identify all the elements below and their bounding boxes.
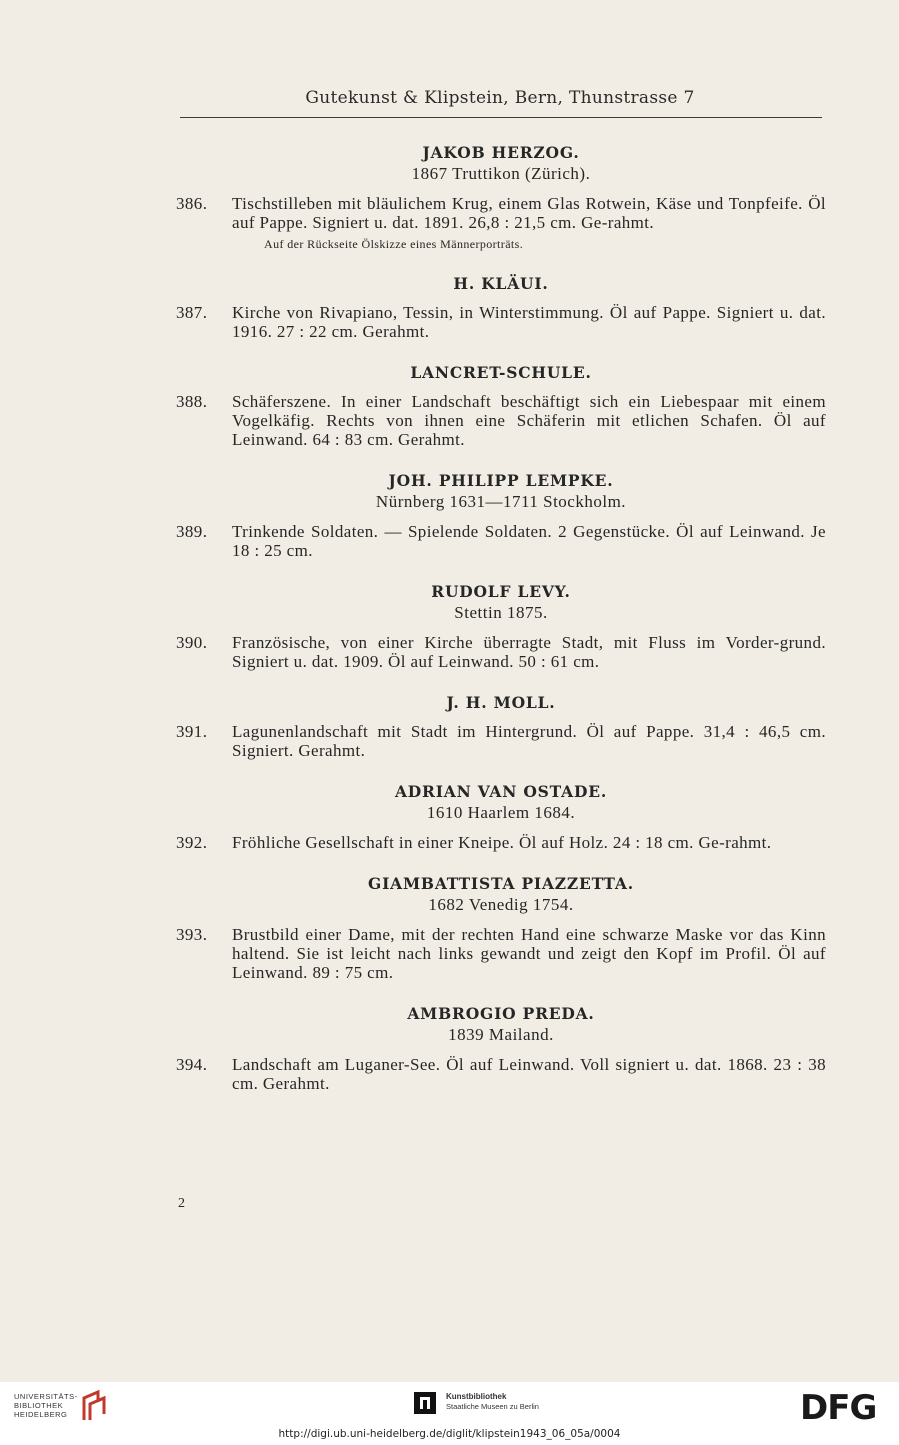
artist-heading	[176, 471, 826, 513]
artist-name: H. KLÄUI.	[453, 274, 549, 293]
artist-name: GIAMBATTISTA PIAZZETTA.	[368, 874, 634, 893]
running-title: Gutekunst & Klipstein, Bern, Thunstrasse 7	[305, 88, 695, 108]
catalogue-section	[176, 363, 826, 449]
artist-name: ADRIAN VAN OSTADE.	[394, 782, 608, 801]
lot-description: Fröhliche Gesellschaft in einer Kneipe. Öl auf Holz. 24 : 18 cm. Ge-rahmt.	[232, 833, 772, 852]
lot-number: 390.	[176, 633, 208, 652]
lot-number: 394.	[176, 1055, 208, 1074]
lot-description: Kirche von Rivapiano, Tessin, in Winterstimmung. Öl auf Pappe. Signiert u. dat. 1916. 27 : 22 cm. Gerahmt.	[232, 303, 826, 341]
page-number: 2	[178, 1196, 185, 1211]
digitization-footer	[0, 1382, 899, 1445]
artist-name: J. H. MOLL.	[446, 693, 556, 712]
lot-number: 392.	[176, 833, 208, 852]
lot-entry	[176, 925, 826, 982]
artist-dates: 1610 Haarlem 1684.	[426, 803, 576, 822]
lot-number: 386.	[176, 194, 208, 213]
lot-number: 388.	[176, 392, 208, 411]
artist-dates: Stettin 1875.	[454, 603, 548, 622]
artist-name: JOH. PHILIPP LEMPKE.	[388, 471, 614, 490]
lot-note: Auf der Rückseite Ölskizze eines Männerporträts.	[264, 237, 524, 251]
catalogue-entries	[176, 143, 826, 1115]
lot-entry	[176, 194, 826, 252]
kunstbibliothek-logo-icon	[414, 1392, 436, 1418]
artist-dates: Nürnberg 1631—1711 Stockholm.	[375, 492, 627, 511]
artist-name: AMBROGIO PREDA.	[407, 1004, 595, 1023]
catalogue-section	[176, 693, 826, 760]
dfg-logo: DFG	[800, 1388, 877, 1428]
catalogue-section	[176, 874, 826, 982]
lot-entry	[176, 722, 826, 760]
lot-entry	[176, 833, 826, 852]
lot-entry	[176, 392, 826, 449]
artist-heading	[176, 274, 826, 294]
lot-description: Trinkende Soldaten. — Spielende Soldaten. 2 Gegenstücke. Öl auf Leinwand. Je 18 : 25 cm.	[232, 522, 826, 560]
artist-heading	[176, 782, 826, 824]
header-rule	[180, 117, 822, 118]
catalogue-section	[176, 274, 826, 341]
lot-entry	[176, 303, 826, 341]
catalogue-section	[176, 1004, 826, 1093]
source-url-link[interactable]: http://digi.ub.uni-heidelberg.de/diglit/klipstein1943_06_05a/0004	[278, 1428, 621, 1440]
university-library-logo-icon	[80, 1390, 108, 1422]
artist-heading	[176, 874, 826, 916]
lot-entry	[176, 522, 826, 560]
lot-entry	[176, 1055, 826, 1093]
catalogue-section	[176, 582, 826, 671]
lot-entry	[176, 633, 826, 671]
artist-heading	[176, 1004, 826, 1046]
artist-heading	[176, 363, 826, 383]
lot-number: 387.	[176, 303, 208, 322]
artist-heading	[176, 693, 826, 713]
lot-number: 389.	[176, 522, 208, 541]
artist-dates: 1682 Venedig 1754.	[428, 895, 574, 914]
lot-number: 391.	[176, 722, 208, 741]
lot-number: 393.	[176, 925, 208, 944]
catalogue-section	[176, 143, 826, 252]
lot-description: Schäferszene. In einer Landschaft beschäftigt sich ein Liebespaar mit einem Vogelkäfig. Rechts von ihnen eine Schäferin mit etlichen Schafen. Öl auf Leinwand. 64 : 83 cm. Gerahmt.	[232, 392, 826, 449]
catalogue-section	[176, 471, 826, 560]
lot-description: Tischstilleben mit bläulichem Krug, einem Glas Rotwein, Käse und Tonpfeife. Öl auf Pappe. Signiert u. dat. 1891. 26,8 : 21,5 cm. Ge-rahmt.	[232, 194, 826, 232]
catalogue-section	[176, 782, 826, 852]
artist-dates: 1839 Mailand.	[448, 1025, 554, 1044]
artist-heading	[176, 143, 826, 185]
lot-description: Französische, von einer Kirche überragte Stadt, mit Fluss im Vorder-grund. Signiert u. dat. 1909. Öl auf Leinwand. 50 : 61 cm.	[232, 633, 826, 671]
artist-heading	[176, 582, 826, 624]
artist-name: JAKOB HERZOG.	[422, 143, 580, 162]
library-name: UNIVERSITÄTS- BIBLIOTHEK HEIDELBERG	[14, 1392, 78, 1419]
artist-name: RUDOLF LEVY.	[431, 582, 571, 601]
artist-dates: 1867 Truttikon (Zürich).	[411, 164, 591, 183]
lot-description: Landschaft am Luganer-See. Öl auf Leinwand. Voll signiert u. dat. 1868. 23 : 38 cm. Gerahmt.	[232, 1055, 826, 1093]
artist-name: LANCRET-SCHULE.	[410, 363, 592, 382]
lot-description: Lagunenlandschaft mit Stadt im Hintergrund. Öl auf Pappe. 31,4 : 46,5 cm. Signiert. Gerahmt.	[232, 722, 826, 760]
kunstbibliothek-label: Kunstbibliothek Staatliche Museen zu Berlin	[446, 1392, 539, 1411]
lot-description: Brustbild einer Dame, mit der rechten Hand eine schwarze Maske vor das Kinn haltend. Sie ist leicht nach links gewandt und zeigt den Kopf im Profil. Öl auf Leinwand. 89 : 75 cm.	[232, 925, 826, 982]
